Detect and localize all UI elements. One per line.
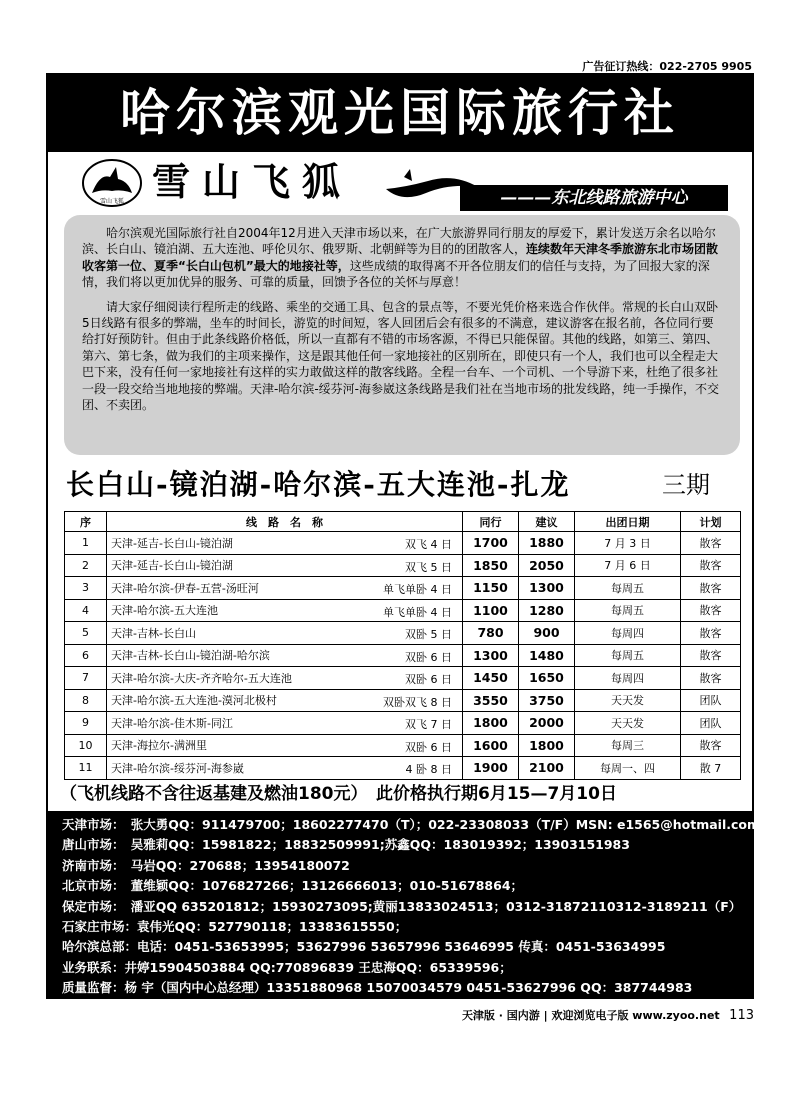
intro-paragraph-2: 请大家仔细阅读行程所走的线路、乘坐的交通工具、包含的景点等，不要光凭价格来选合作伙伴。常规的长白山双卧5日线路有很多的弊端，坐车的时间长，游览的时间短，客人回团后会有很多的不满意，建议游客在报名前，各位同行要给打好预防针。但由于此条线路价格低，所以一直都有不错的市场客源，不得已只能保留。其他的线路，如第三、第四、第六、第七条，做为我们的主项来操作，这是跟其他任何一家地接社的区别所在，即使只有一个人，我们也可以全程走大巴下来，没有任何一家地接社有这样的实力敢做这样的散客线路。全程一台车、一个司机、一个导游下来，杜绝了很多社一段一段交给当地地接的弊端。天津-哈尔滨-绥芬河-海参崴这条线路是我们社在当地市场的批发线路，纯一手操作，不交团、不卖团。 (82, 299, 719, 413)
departure-date: 每周四 (575, 622, 681, 645)
trade-price: 1600 (463, 734, 519, 757)
trade-price: 1800 (463, 712, 519, 735)
route-duration: 双飞 7 日 (405, 718, 452, 731)
plan-type: 散客 (681, 599, 741, 622)
table-header-row (65, 512, 741, 532)
column-header: 同行 (463, 512, 519, 532)
route-duration: 4 卧 8 日 (405, 763, 452, 776)
departure-date: 每周五 (575, 599, 681, 622)
trade-price: 3550 (463, 689, 519, 712)
trade-price: 780 (463, 622, 519, 645)
brand-banner (48, 155, 752, 211)
route-duration: 双飞 4 日 (405, 538, 452, 551)
intro-text: 哈尔滨观光国际旅行社自2004年12月进入天津市场以来，在广大旅游界同行朋友的厚爱下，累计发送万余名以哈尔滨、长白山、镜泊湖、五大连池、呼伦贝尔、俄罗斯、北朝鲜等为目的的团散客人， (82, 226, 716, 257)
route-name: 天津-吉林-长白山-镜泊湖-哈尔滨 (111, 649, 270, 663)
row-number: 11 (65, 757, 107, 780)
logo-caption: 雪山飞狐 (99, 198, 125, 205)
departure-date: 每周五 (575, 577, 681, 600)
departure-date: 每周一、四 (575, 757, 681, 780)
agency-title: 哈尔滨观光国际旅行社 (48, 75, 752, 152)
departure-date: 7 月 3 日 (575, 532, 681, 555)
plan-type: 散客 (681, 667, 741, 690)
departure-date: 天天发 (575, 712, 681, 735)
contact-line: 哈尔滨总部：电话：0451-53653995；53627996 53657996 53646995 传真：0451-53634995 (62, 939, 666, 955)
table-row (65, 599, 741, 622)
suggested-price: 1480 (519, 644, 575, 667)
plan-type: 团队 (681, 712, 741, 735)
trade-price: 1900 (463, 757, 519, 780)
suggested-price: 1880 (519, 532, 575, 555)
table-row (65, 554, 741, 577)
departure-date: 7 月 6 日 (575, 554, 681, 577)
route-name: 天津-哈尔滨-伊春-五营-汤旺河 (111, 581, 259, 595)
suggested-price: 1650 (519, 667, 575, 690)
table-row (65, 622, 741, 645)
row-number: 4 (65, 599, 107, 622)
row-number: 2 (65, 554, 107, 577)
route-cell (107, 712, 463, 735)
route-title-period: 三期 (662, 471, 710, 499)
suggested-price: 1280 (519, 599, 575, 622)
row-number: 3 (65, 577, 107, 600)
plan-type: 散客 (681, 577, 741, 600)
departure-date: 每周三 (575, 734, 681, 757)
footer-edition: 天津版 · 国内游 | 欢迎浏览电子版 www.zyoo.net (461, 1009, 720, 1022)
plan-type: 散客 (681, 644, 741, 667)
suggested-price: 900 (519, 622, 575, 645)
fox-logo-icon (82, 159, 142, 207)
route-cell (107, 599, 463, 622)
trade-price: 1300 (463, 644, 519, 667)
route-duration: 双卧 5 日 (405, 628, 452, 641)
route-cell (107, 554, 463, 577)
route-title (66, 465, 738, 505)
row-number: 10 (65, 734, 107, 757)
route-duration: 双卧双飞 8 日 (383, 695, 452, 709)
suggested-price: 2100 (519, 757, 575, 780)
trade-price: 1700 (463, 532, 519, 555)
route-name: 天津-海拉尔-满洲里 (111, 739, 207, 753)
contact-line: 天津市场： 张大勇QQ：911479700；18602277470（T）；022-23308033（T/F）MSN: e1565@hotmail.com (62, 817, 761, 832)
trade-price: 1100 (463, 599, 519, 622)
contact-line: 保定市场： 潘亚QQ 635201812；15930273095;黄丽13833024513；0312-31872110312-3189211（F） (62, 898, 742, 914)
route-name: 天津-吉林-长白山 (111, 626, 196, 640)
plan-type: 散客 (681, 554, 741, 577)
trade-price: 1150 (463, 577, 519, 600)
ad-hotline: 广告征订热线：022-2705 9905 (582, 60, 752, 73)
route-cell (107, 689, 463, 712)
row-number: 5 (65, 622, 107, 645)
column-header: 建议 (519, 512, 575, 532)
row-number: 1 (65, 532, 107, 555)
table-row (65, 667, 741, 690)
route-name: 天津-延吉-长白山-镜泊湖 (111, 559, 233, 573)
route-duration: 双卧 6 日 (405, 740, 452, 754)
contact-line: 北京市场： 董维颖QQ：1076827266；13126666013；010-51678864； (62, 878, 524, 894)
contact-line: 石家庄市场：袁伟光QQ：527790118；13383615550； (62, 919, 408, 935)
plan-type: 团队 (681, 689, 741, 712)
table-row (65, 644, 741, 667)
row-number: 8 (65, 689, 107, 712)
row-number: 9 (65, 712, 107, 735)
table-row (65, 577, 741, 600)
suggested-price: 2050 (519, 554, 575, 577)
page-number: 113 (729, 1008, 754, 1023)
plan-type: 散客 (681, 734, 741, 757)
column-header: 出团日期 (575, 512, 681, 532)
table-row (65, 734, 741, 757)
route-duration: 双卧 6 日 (405, 650, 452, 664)
page-footer (462, 1007, 754, 1023)
column-header: 线 路 名 称 (107, 512, 463, 532)
column-header: 计划 (681, 512, 741, 532)
route-name: 天津-哈尔滨-绥芬河-海参崴 (111, 761, 244, 775)
intro-text: 这些成绩的取得离不开各位朋友们的信任与支持，为了回报大家的深情，我们将以更加优异的服务、可靠的质量，回馈予各位的关怀与厚意！ (82, 258, 710, 290)
route-cell (107, 757, 463, 780)
table-row (65, 689, 741, 712)
route-name: 天津-哈尔滨-五大连池-漠河北极村 (111, 694, 277, 708)
route-duration: 双卧 6 日 (405, 673, 452, 686)
departure-date: 天天发 (575, 689, 681, 712)
contact-line: 业务联系：井婷15904503884 QQ:770896839 王忠海QQ：65339596； (62, 959, 512, 975)
suggested-price: 2000 (519, 712, 575, 735)
table-row (65, 757, 741, 780)
route-cell (107, 644, 463, 667)
route-cell (107, 532, 463, 555)
route-cell (107, 734, 463, 757)
brand-subtitle: ———东北线路旅游中心 (460, 185, 728, 211)
route-duration: 单飞单卧 4 日 (383, 605, 452, 619)
route-name: 天津-哈尔滨-佳木斯-同江 (111, 716, 233, 730)
plan-type: 散客 (681, 622, 741, 645)
suggested-price: 1800 (519, 734, 575, 757)
route-cell (107, 667, 463, 690)
plan-type: 散 7 (681, 757, 741, 780)
intro-panel (64, 215, 740, 455)
departure-date: 每周五 (575, 644, 681, 667)
contact-line: 济南市场： 马岩QQ：270688；13954180072 (62, 857, 350, 873)
contact-line: 公司地址：哈尔滨市南岗区花园街304号恒运大厦B座15层 (62, 1000, 391, 1016)
contact-line: 质量监督：杨 宇（国内中心总经理）13351880968 15070034579 0451-53627996 QQ：387744983 (62, 980, 693, 996)
brand-name: 雪山飞狐 (152, 159, 353, 204)
intro-highlight: 连续数年天津冬季旅游东北市场团散收客第一位、夏季“长白山包机”最大的地接社等， (82, 242, 719, 273)
trade-price: 1450 (463, 667, 519, 690)
column-header: 序 (65, 512, 107, 532)
row-number: 6 (65, 644, 107, 667)
route-title-main: 长白山-镜泊湖-哈尔滨-五大连池-扎龙 (66, 468, 571, 501)
table-row (65, 712, 741, 735)
suggested-price: 3750 (519, 689, 575, 712)
table-row (65, 532, 741, 555)
intro-paragraph-1 (82, 225, 722, 291)
row-number: 7 (65, 667, 107, 690)
route-duration: 单飞单卧 4 日 (383, 583, 452, 596)
route-name: 天津-哈尔滨-五大连池 (111, 604, 218, 618)
route-name: 天津-哈尔滨-大庆-齐齐哈尔-五大连池 (111, 671, 292, 685)
route-cell (107, 622, 463, 645)
departure-date: 每周四 (575, 667, 681, 690)
contact-line: 唐山市场： 吴雅莉QQ：15981822；18832509991;苏鑫QQ：183019392；13903151983 (62, 837, 630, 853)
route-duration: 双飞 5 日 (405, 560, 452, 574)
plan-type: 散客 (681, 532, 741, 555)
route-cell (107, 577, 463, 600)
suggested-price: 1300 (519, 577, 575, 600)
route-price-table (64, 511, 741, 780)
price-note: （飞机线路不含往返基建及燃油180元） 此价格执行期6月15—7月10日 (60, 784, 617, 804)
route-name: 天津-延吉-长白山-镜泊湖 (111, 536, 233, 550)
trade-price: 1850 (463, 554, 519, 577)
